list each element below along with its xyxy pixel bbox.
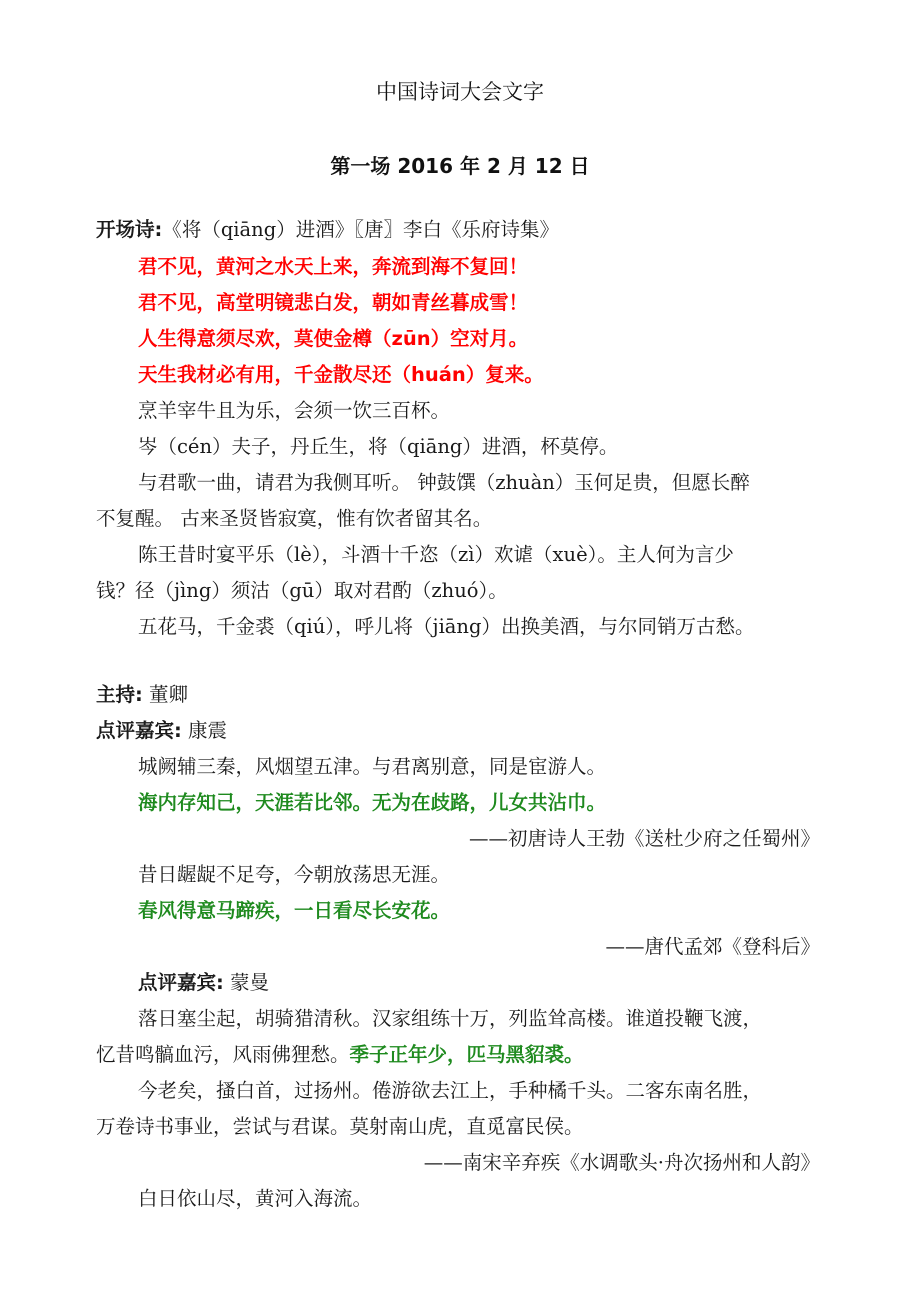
- opening-label: 开场诗:: [96, 218, 163, 241]
- verse-line: 城阙辅三秦，风烟望五津。与君离别意，同是宦游人。: [138, 755, 607, 778]
- guest-line: [138, 969, 269, 997]
- verse-line: 与君歌一曲，请君为我侧耳听。 钟鼓馔（zhuàn）玉何足贵，但愿长醉: [138, 471, 750, 494]
- opening-source: 《将（qiāng）进酒》〖唐〗李白《乐府诗集》: [162, 218, 559, 241]
- green-verse-line: 海内存知己，天涯若比邻。无为在歧路，儿女共沾巾。: [138, 791, 607, 814]
- verse-line: 烹羊宰牛且为乐，会须一饮三百杯。: [138, 399, 451, 422]
- guest-name: 蒙曼: [230, 971, 270, 994]
- episode-date: 第一场 2016 年 2 月 12 日: [330, 154, 590, 178]
- verse-line: [96, 1041, 584, 1069]
- green-verse-line: 春风得意马蹄疾，一日看尽长安花。: [138, 899, 451, 922]
- verse-line: 昔日龌龊不足夸，今朝放荡思无涯。: [138, 863, 451, 886]
- poem-attribution: ——初唐诗人王勃《送杜少府之任蜀州》: [468, 827, 820, 850]
- verse-line: 今老矣，搔白首，过扬州。倦游欲去江上，手种橘千头。二客东南名胜，: [138, 1079, 763, 1102]
- guest-label: 点评嘉宾:: [138, 971, 224, 994]
- red-verse-line: 天生我材必有用，千金散尽还（huán）复来。: [138, 363, 544, 386]
- guest-line: [96, 717, 227, 745]
- guest-name: 康震: [188, 719, 228, 742]
- verse-line: 白日依山尽，黄河入海流。: [138, 1187, 373, 1210]
- verse-line: 陈王昔时宴平乐（lè），斗酒十千恣（zì）欢谑（xuè）。主人何为言少: [138, 543, 734, 566]
- opening-heading: [96, 216, 559, 244]
- green-verse-segment: 季子正年少，匹马黑貂裘。: [349, 1043, 584, 1066]
- guest-label: 点评嘉宾:: [96, 719, 182, 742]
- verse-line: 钱？径（jìng）须沽（gū）取对君酌（zhuó）。: [96, 579, 508, 602]
- host-line: [96, 681, 188, 709]
- verse-line: 万卷诗书事业，尝试与君谋。莫射南山虎，直觅富民侯。: [96, 1115, 584, 1138]
- red-verse-line: 人生得意须尽欢，莫使金樽（zūn）空对月。: [138, 327, 529, 350]
- verse-line: 岑（cén）夫子，丹丘生，将（qiāng）进酒，杯莫停。: [138, 435, 619, 458]
- host-label: 主持:: [96, 683, 143, 706]
- verse-line: 落日塞尘起，胡骑猎清秋。汉家组练十万，列监耸高楼。谁道投鞭飞渡，: [138, 1007, 763, 1030]
- poem-attribution: ——南宋辛弃疾《水调歌头·舟次扬州和人韵》: [423, 1151, 820, 1174]
- host-name: 董卿: [149, 683, 189, 706]
- verse-line: 五花马，千金裘（qiú），呼儿将（jiāng）出换美酒，与尔同销万古愁。: [138, 615, 755, 638]
- red-verse-line: 君不见，黄河之水天上来，奔流到海不复回！: [138, 255, 529, 278]
- red-verse-line: 君不见，高堂明镜悲白发，朝如青丝暮成雪！: [138, 291, 529, 314]
- verse-line: 不复醒。 古来圣贤皆寂寞，惟有饮者留其名。: [96, 507, 493, 530]
- poem-attribution: ——唐代孟郊《登科后》: [605, 935, 820, 958]
- document-title: 中国诗词大会文字: [376, 80, 544, 104]
- verse-segment: 忆昔鸣髇血污，风雨佛狸愁。: [96, 1043, 350, 1066]
